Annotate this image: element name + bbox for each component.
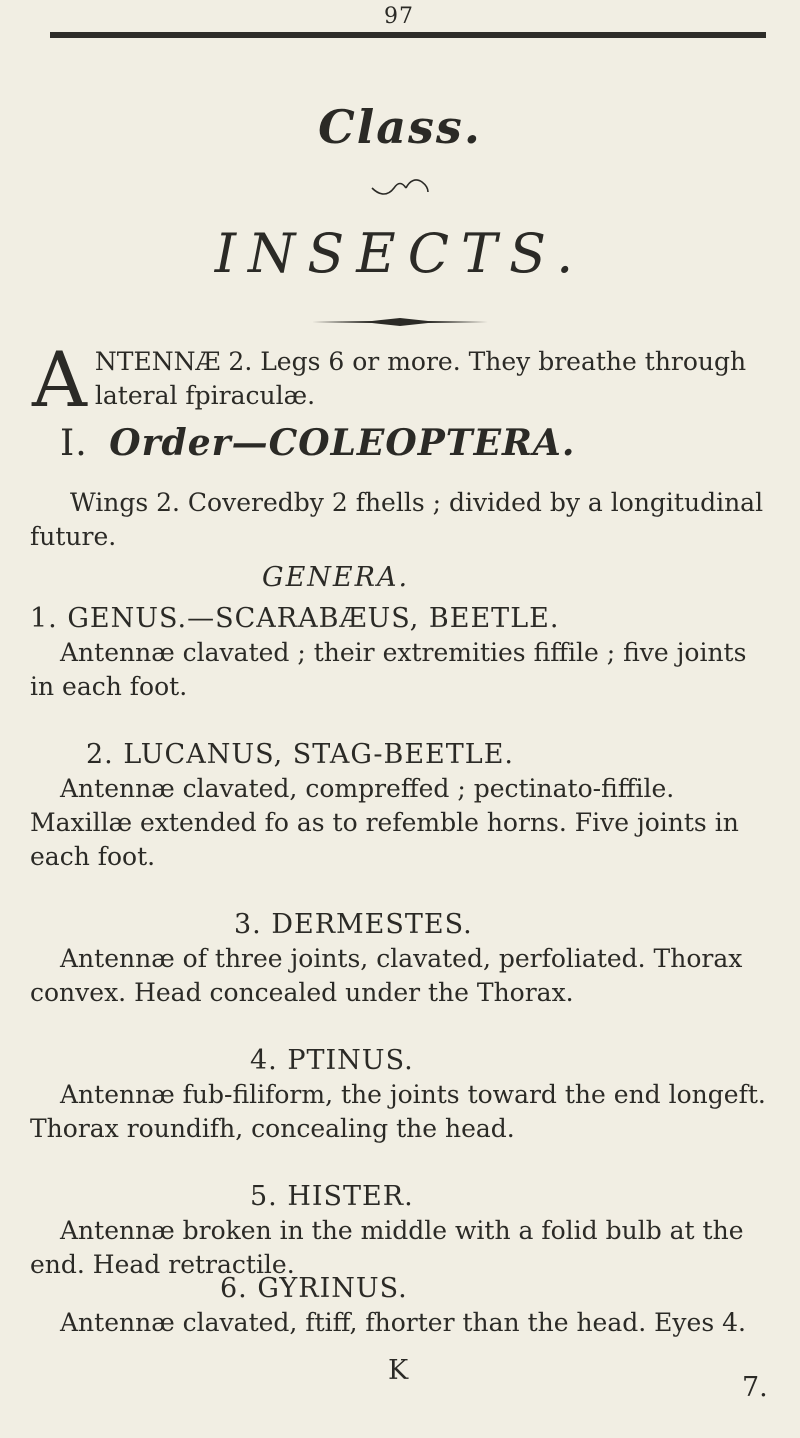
genus-description: Antennæ clavated, ftiff, fhorter than the head. Eyes 4. [60,1308,746,1337]
flourish-ornament-icon [370,174,430,198]
order-description: Wings 2. Coveredby 2 fhells ; divided by a longitudinal future. [30,488,764,551]
order-heading [60,422,575,464]
genus-title: 5. HISTER. [250,1181,414,1212]
genus-title: 4. PTINUS. [250,1045,414,1076]
drop-cap: A [32,335,87,424]
catchword: 7. [742,1372,768,1403]
ornament-rule-icon [312,318,488,326]
genus-entry [30,908,776,1010]
genus-description: Antennæ clavated, compreffed ; pectinato-fiffile. Maxillæ extended fo as to refemble horns. Five joints in each foot. [30,774,739,871]
class-description-text: NTENNÆ 2. Legs 6 or more. They breathe through lateral fpiraculæ. [94,347,747,410]
main-title: INSECTS. [214,222,586,285]
class-description [32,335,772,424]
order-numeral: I. [60,423,88,464]
top-rule [50,32,766,38]
genus-description: Antennæ of three joints, clavated, perfoliated. Thorax convex. Head concealed under the Thorax. [30,944,743,1007]
genus-title: 6. GYRINUS. [220,1273,408,1304]
genus-title: 3. DERMESTES. [234,909,473,940]
genus-title: 2. LUCANUS, STAG-BEETLE. [86,739,514,770]
page-number: 97 [384,4,414,29]
genus-description: Antennæ fub-filiform, the joints toward the end longeft. Thorax roundifh, concealing the head. [30,1080,766,1143]
genus-title: 1. GENUS.—SCARABÆUS, BEETLE. [30,603,560,634]
genus-entry [30,1044,776,1146]
class-heading: Class. [318,100,482,154]
genus-entry [30,1180,776,1282]
genus-description: Antennæ broken in the middle with a folid bulb at the end. Head retractile. [30,1216,744,1279]
genera-heading: GENERA. [262,562,410,593]
order-title: Order—COLEOPTERA. [109,422,576,464]
genus-entry [30,738,776,874]
genus-entry [30,602,776,704]
signature-mark: K [388,1355,409,1386]
genus-description: Antennæ clavated ; their extremities fiffile ; five joints in each foot. [30,638,747,701]
genus-entry [30,1272,776,1340]
